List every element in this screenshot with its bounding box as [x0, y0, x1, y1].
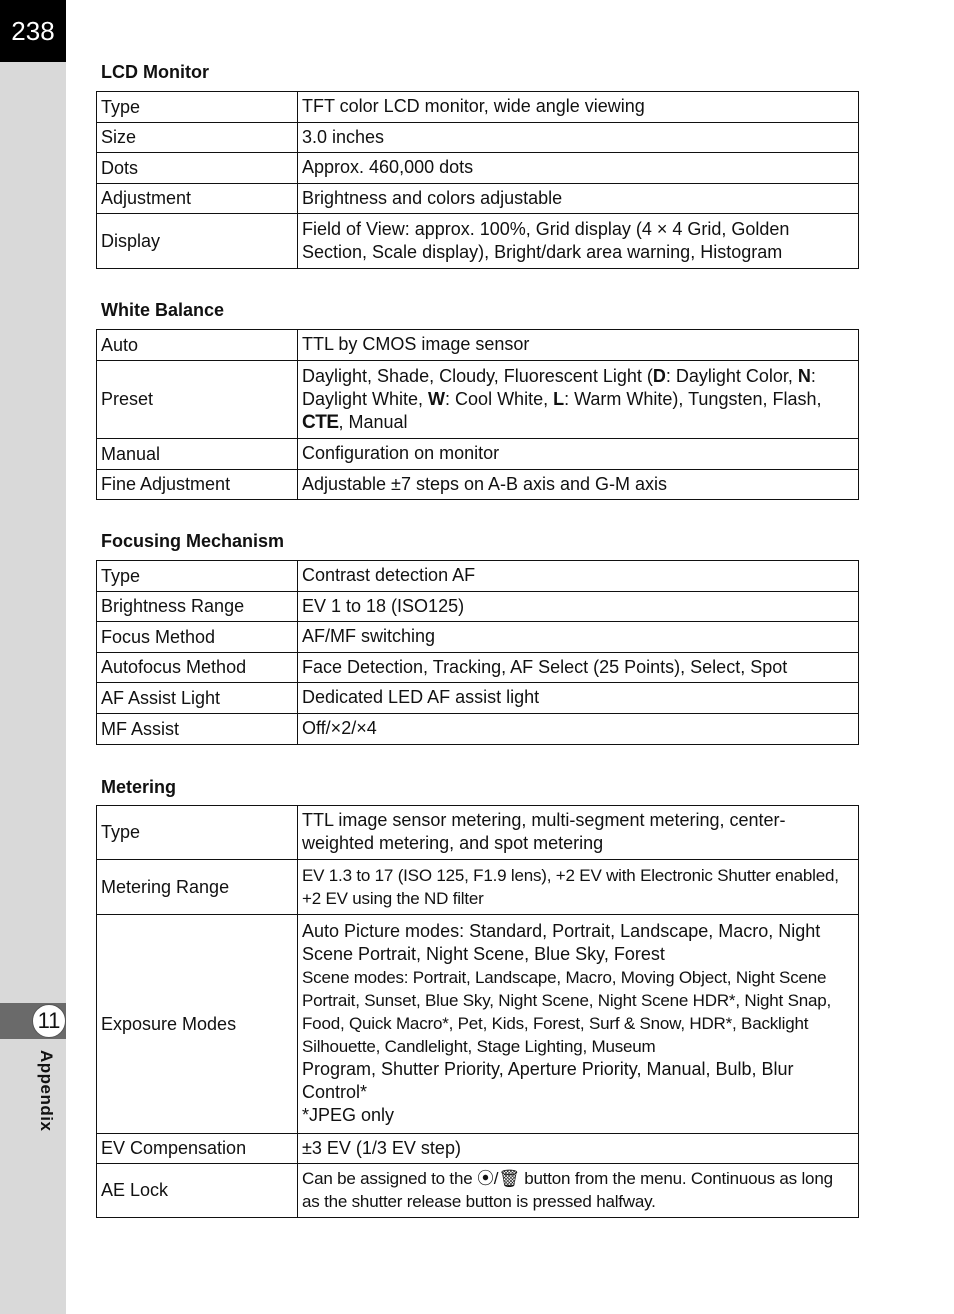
row-label: MF Assist	[97, 714, 298, 745]
row-value: Field of View: approx. 100%, Grid display (4 × 4 Grid, Golden Section, Scale display), Bright/dark area warning, Histogram	[298, 214, 859, 269]
row-label: Exposure Modes	[97, 915, 298, 1134]
row-label: Adjustment	[97, 184, 298, 214]
row-label: Focus Method	[97, 622, 298, 653]
table-row	[97, 561, 859, 592]
metering-table	[96, 805, 859, 1218]
row-label: Type	[97, 92, 298, 123]
target-icon: ⦿	[476, 1169, 494, 1188]
row-value: TTL by CMOS image sensor	[298, 330, 859, 361]
preset-text: : Cool White,	[445, 388, 554, 409]
exposure-auto-modes: Auto Picture modes: Standard, Portrait, Landscape, Macro, Night Scene Portrait, Night Scene, Blue Sky, Forest	[302, 921, 821, 964]
table-row	[97, 860, 859, 915]
preset-l-code: L	[553, 388, 565, 409]
preset-n-code: N	[797, 365, 811, 386]
preset-text: : Daylight Color,	[665, 365, 798, 386]
table-row	[97, 214, 859, 269]
table-row	[97, 153, 859, 184]
row-value: EV 1.3 to 17 (ISO 125, F1.9 lens), +2 EV with Electronic Shutter enabled, +2 EV using the ND filter	[298, 860, 859, 915]
row-value: Contrast detection AF	[298, 561, 859, 592]
section-title-lcd: LCD Monitor	[101, 62, 209, 82]
row-label: Autofocus Method	[97, 653, 298, 683]
table-row	[97, 806, 859, 860]
focusing-table	[96, 560, 859, 745]
table-row	[97, 361, 859, 439]
row-value: Can be assigned to the ⦿/🗑︎ button from the menu. Continuous as long as the shutter release button is pressed halfway.	[298, 1164, 859, 1218]
exposure-note: *JPEG only	[302, 1105, 395, 1125]
row-value: Off/×2/×4	[298, 714, 859, 745]
preset-w-code: W	[428, 388, 446, 409]
table-row	[97, 622, 859, 653]
row-label: Dots	[97, 153, 298, 184]
row-label: Fine Adjustment	[97, 470, 298, 500]
table-row	[97, 92, 859, 123]
chapter-label: Appendix	[37, 1050, 56, 1132]
white-balance-table	[96, 329, 859, 500]
row-label: Metering Range	[97, 860, 298, 915]
row-value: EV 1 to 18 (ISO125)	[298, 592, 859, 622]
preset-text: : Daylight White,	[302, 365, 816, 409]
ae-text: Can be assigned to the	[302, 1169, 477, 1188]
table-row	[97, 184, 859, 214]
chapter-number: 11	[32, 1004, 66, 1038]
section-title-focusing: Focusing Mechanism	[101, 531, 285, 551]
page-number: 238	[0, 0, 66, 62]
row-value	[298, 361, 859, 439]
row-value: Brightness and colors adjustable	[298, 184, 859, 214]
row-value: TTL image sensor metering, multi-segment metering, center-weighted metering, and spot metering	[298, 806, 859, 860]
row-value	[298, 915, 859, 1134]
table-row	[97, 714, 859, 745]
preset-d-code: D	[652, 365, 666, 386]
row-value: AF/MF switching	[298, 622, 859, 653]
row-label: Brightness Range	[97, 592, 298, 622]
cte-icon: CTE	[302, 411, 339, 433]
trash-icon: 🗑︎	[498, 1169, 520, 1188]
table-row	[97, 123, 859, 153]
row-value: Configuration on monitor	[298, 439, 859, 470]
row-label: EV Compensation	[97, 1134, 298, 1164]
row-value: Approx. 460,000 dots	[298, 153, 859, 184]
exposure-scene-modes: Scene modes: Portrait, Landscape, Macro, Moving Object, Night Scene Portrait, Sunset, Blue Sky, Night Scene, Night Scene HDR*, Night Snap, Food, Quick Macro*, Pet, Kids, Forest, Surf & Snow, HDR*, Backlight Silhouette, Candlelight, Stage Lighting, Museum	[302, 968, 832, 1056]
row-label: Type	[97, 561, 298, 592]
row-value: Adjustable ±7 steps on A-B axis and G-M axis	[298, 470, 859, 500]
row-label: Display	[97, 214, 298, 269]
row-value: TFT color LCD monitor, wide angle viewing	[298, 92, 859, 123]
row-value: Dedicated LED AF assist light	[298, 683, 859, 714]
exposure-program-modes: Program, Shutter Priority, Aperture Priority, Manual, Bulb, Blur Control*	[302, 1059, 794, 1102]
ae-text: button from the menu. Continuous as long as the shutter release button is pressed halfway.	[302, 1169, 833, 1211]
row-label: AE Lock	[97, 1164, 298, 1218]
row-label: Type	[97, 806, 298, 860]
preset-text: , Manual	[338, 411, 408, 432]
lcd-table	[96, 91, 859, 269]
table-row	[97, 683, 859, 714]
preset-text: : Warm White), Tungsten, Flash,	[564, 388, 822, 409]
section-title-metering: Metering	[101, 777, 177, 797]
table-row	[97, 470, 859, 500]
row-label: Preset	[97, 361, 298, 439]
row-label: AF Assist Light	[97, 683, 298, 714]
section-title-white-balance: White Balance	[101, 300, 225, 320]
row-value: 3.0 inches	[298, 123, 859, 153]
preset-text: Daylight, Shade, Cloudy, Fluorescent Light (	[302, 365, 653, 386]
table-row	[97, 330, 859, 361]
table-row	[97, 439, 859, 470]
table-row	[97, 592, 859, 622]
table-row	[97, 1164, 859, 1218]
table-row	[97, 915, 859, 1134]
row-label: Auto	[97, 330, 298, 361]
row-value: Face Detection, Tracking, AF Select (25 Points), Select, Spot	[298, 653, 859, 683]
table-row	[97, 653, 859, 683]
row-value: ±3 EV (1/3 EV step)	[298, 1134, 859, 1164]
side-strip	[0, 0, 66, 1314]
row-label: Size	[97, 123, 298, 153]
table-row	[97, 1134, 859, 1164]
row-label: Manual	[97, 439, 298, 470]
